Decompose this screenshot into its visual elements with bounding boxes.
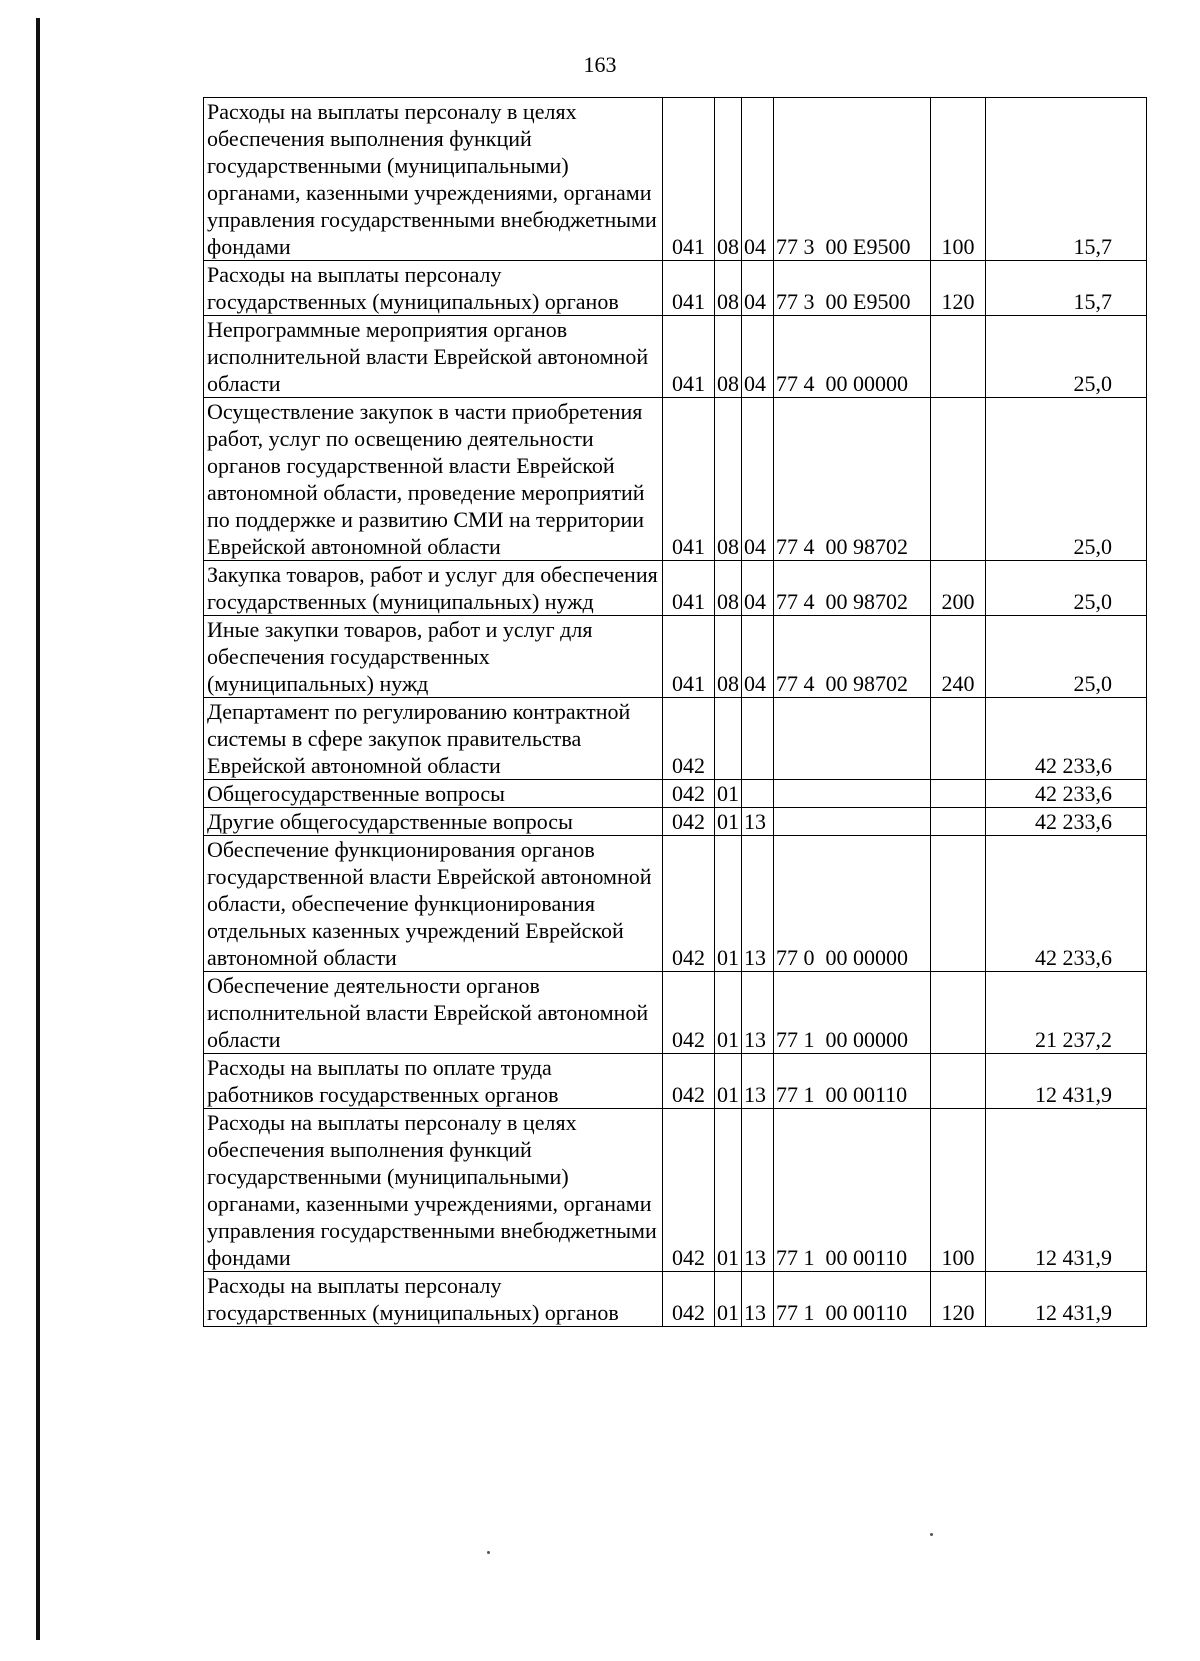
row-vr-cell <box>931 808 986 836</box>
row-pr-cell: 13 <box>742 808 774 836</box>
row-vr-cell: 100 <box>931 1109 986 1272</box>
table-row <box>204 780 1147 808</box>
row-rz-cell: 01 <box>715 780 742 808</box>
table-row <box>204 698 1147 780</box>
row-csr-cell: 77 0 00 00000 <box>774 836 931 972</box>
row-vr-cell: 120 <box>931 261 986 316</box>
row-pr-cell: 04 <box>742 398 774 561</box>
row-ved-cell: 042 <box>663 1272 715 1327</box>
row-pr-cell: 04 <box>742 261 774 316</box>
scan-dot <box>930 1533 933 1536</box>
row-pr-cell: 04 <box>742 561 774 616</box>
row-ved-cell: 042 <box>663 1109 715 1272</box>
row-rz-cell: 01 <box>715 836 742 972</box>
row-vr-cell: 120 <box>931 1272 986 1327</box>
row-name-cell: Непрограммные мероприятия органов исполнительной власти Еврейской автономной области <box>204 316 663 398</box>
row-vr-cell <box>931 698 986 780</box>
row-pr-cell: 13 <box>742 1272 774 1327</box>
table-row <box>204 808 1147 836</box>
row-csr-cell: 77 4 00 98702 <box>774 398 931 561</box>
row-ved-cell: 041 <box>663 561 715 616</box>
row-ved-cell: 041 <box>663 98 715 261</box>
row-rz-cell: 08 <box>715 316 742 398</box>
row-sum-cell: 15,7 <box>986 98 1147 261</box>
row-name-cell: Иные закупки товаров, работ и услуг для обеспечения государственных (муниципальных) нужд <box>204 616 663 698</box>
row-name-cell: Расходы на выплаты персоналу государственных (муниципальных) органов <box>204 1272 663 1327</box>
row-pr-cell: 13 <box>742 972 774 1054</box>
row-name-cell: Другие общегосударственные вопросы <box>204 808 663 836</box>
row-vr-cell: 100 <box>931 98 986 261</box>
row-csr-cell: 77 4 00 98702 <box>774 616 931 698</box>
row-csr-cell: 77 3 00 Е9500 <box>774 98 931 261</box>
row-csr-cell: 77 1 00 00110 <box>774 1272 931 1327</box>
row-rz-cell: 01 <box>715 1054 742 1109</box>
table-row <box>204 261 1147 316</box>
budget-table <box>203 97 1147 1327</box>
table-row <box>204 1109 1147 1272</box>
row-rz-cell <box>715 698 742 780</box>
row-name-cell: Расходы на выплаты по оплате труда работников государственных органов <box>204 1054 663 1109</box>
table-row <box>204 398 1147 561</box>
row-name-cell: Обеспечение деятельности органов исполнительной власти Еврейской автономной области <box>204 972 663 1054</box>
row-ved-cell: 041 <box>663 616 715 698</box>
row-csr-cell <box>774 780 931 808</box>
row-ved-cell: 042 <box>663 698 715 780</box>
row-pr-cell <box>742 780 774 808</box>
row-ved-cell: 042 <box>663 836 715 972</box>
table-row <box>204 316 1147 398</box>
row-csr-cell: 77 1 00 00110 <box>774 1054 931 1109</box>
row-name-cell: Обеспечение функционирования органов государственной власти Еврейской автономной области, обеспечение функционирования отдельных казенных учреждений Еврейской автономной области <box>204 836 663 972</box>
row-sum-cell: 42 233,6 <box>986 780 1147 808</box>
row-csr-cell <box>774 698 931 780</box>
row-ved-cell: 041 <box>663 398 715 561</box>
budget-table-body <box>204 98 1147 1327</box>
scan-edge-line <box>36 18 40 1640</box>
row-vr-cell: 200 <box>931 561 986 616</box>
table-row <box>204 972 1147 1054</box>
row-pr-cell: 13 <box>742 1054 774 1109</box>
row-sum-cell: 25,0 <box>986 616 1147 698</box>
row-rz-cell: 08 <box>715 616 742 698</box>
row-sum-cell: 21 237,2 <box>986 972 1147 1054</box>
row-pr-cell: 04 <box>742 98 774 261</box>
row-csr-cell: 77 4 00 00000 <box>774 316 931 398</box>
row-name-cell: Закупка товаров, работ и услуг для обеспечения государственных (муниципальных) нужд <box>204 561 663 616</box>
row-ved-cell: 042 <box>663 780 715 808</box>
row-rz-cell: 01 <box>715 1272 742 1327</box>
row-vr-cell <box>931 780 986 808</box>
row-sum-cell: 42 233,6 <box>986 698 1147 780</box>
row-csr-cell: 77 1 00 00000 <box>774 972 931 1054</box>
table-row <box>204 1054 1147 1109</box>
row-sum-cell: 42 233,6 <box>986 836 1147 972</box>
row-name-cell: Департамент по регулированию контрактной системы в сфере закупок правительства Еврейской автономной области <box>204 698 663 780</box>
row-sum-cell: 12 431,9 <box>986 1054 1147 1109</box>
row-sum-cell: 25,0 <box>986 398 1147 561</box>
row-csr-cell: 77 3 00 Е9500 <box>774 261 931 316</box>
row-pr-cell: 13 <box>742 1109 774 1272</box>
row-name-cell: Расходы на выплаты персоналу государственных (муниципальных) органов <box>204 261 663 316</box>
row-vr-cell <box>931 836 986 972</box>
row-csr-cell: 77 4 00 98702 <box>774 561 931 616</box>
row-vr-cell <box>931 1054 986 1109</box>
row-rz-cell: 08 <box>715 561 742 616</box>
row-rz-cell: 01 <box>715 1109 742 1272</box>
table-row <box>204 98 1147 261</box>
row-csr-cell: 77 1 00 00110 <box>774 1109 931 1272</box>
scan-dot <box>487 1551 490 1554</box>
row-name-cell: Расходы на выплаты персоналу в целях обеспечения выполнения функций государственными (муниципальными) органами, казенными учреждениями, органами управления государственными внебюджетными фондами <box>204 1109 663 1272</box>
row-rz-cell: 08 <box>715 261 742 316</box>
row-name-cell: Расходы на выплаты персоналу в целях обеспечения выполнения функций государственными (муниципальными) органами, казенными учреждениями, органами управления государственными внебюджетными фондами <box>204 98 663 261</box>
row-sum-cell: 12 431,9 <box>986 1109 1147 1272</box>
row-sum-cell: 25,0 <box>986 561 1147 616</box>
row-name-cell: Осуществление закупок в части приобретения работ, услуг по освещению деятельности органов государственной власти Еврейской автономной области, проведение мероприятий по поддержке и развитию СМИ на территории Еврейской автономной области <box>204 398 663 561</box>
row-csr-cell <box>774 808 931 836</box>
row-ved-cell: 042 <box>663 1054 715 1109</box>
table-row <box>204 836 1147 972</box>
table-row <box>204 1272 1147 1327</box>
row-vr-cell <box>931 398 986 561</box>
page-number: 163 <box>583 52 617 77</box>
row-rz-cell: 08 <box>715 398 742 561</box>
row-pr-cell: 13 <box>742 836 774 972</box>
row-pr-cell: 04 <box>742 616 774 698</box>
row-sum-cell: 25,0 <box>986 316 1147 398</box>
row-sum-cell: 15,7 <box>986 261 1147 316</box>
row-ved-cell: 042 <box>663 972 715 1054</box>
table-row <box>204 561 1147 616</box>
row-pr-cell: 04 <box>742 316 774 398</box>
row-rz-cell: 08 <box>715 98 742 261</box>
row-vr-cell <box>931 972 986 1054</box>
row-ved-cell: 041 <box>663 261 715 316</box>
row-sum-cell: 12 431,9 <box>986 1272 1147 1327</box>
row-vr-cell: 240 <box>931 616 986 698</box>
row-vr-cell <box>931 316 986 398</box>
row-rz-cell: 01 <box>715 972 742 1054</box>
row-pr-cell <box>742 698 774 780</box>
row-ved-cell: 041 <box>663 316 715 398</box>
row-name-cell: Общегосударственные вопросы <box>204 780 663 808</box>
row-ved-cell: 042 <box>663 808 715 836</box>
row-rz-cell: 01 <box>715 808 742 836</box>
row-sum-cell: 42 233,6 <box>986 808 1147 836</box>
table-row <box>204 616 1147 698</box>
